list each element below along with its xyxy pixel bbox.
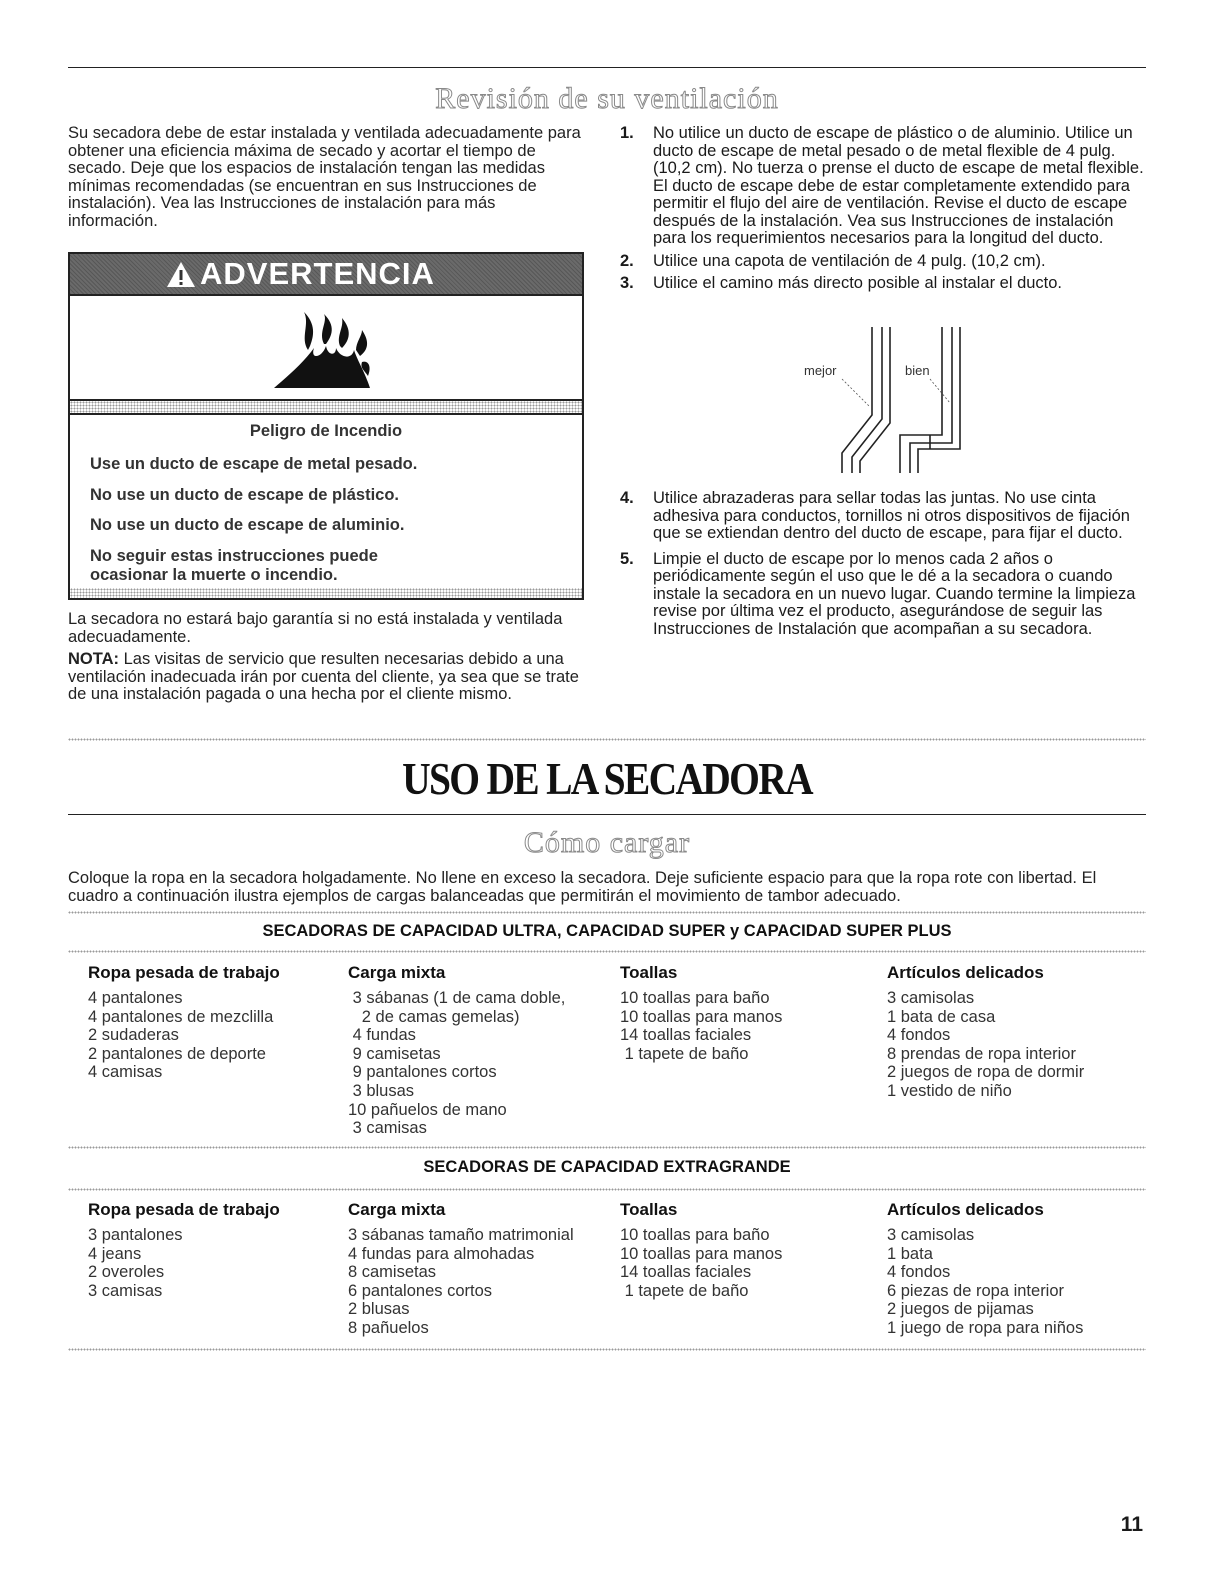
list-item: 3 pantalones [88,1226,183,1244]
list-item: 6 piezas de ropa interior [887,1281,1065,1300]
steps-list-bottom [620,490,1148,643]
step-item [620,551,1148,639]
loading-intro: Coloque la ropa en la secadora holgadamente. No llene en exceso la secadora. Deje suficiente espacio para que la ropa rote con libertad. El cuadro a continuación ilustra ejemplos de cargas balanceadas que permitirán el movimiento de tambor adecuado. [68,869,1097,905]
nota-label: NOTA: [68,650,120,668]
list-item: 3 blusas [348,1081,415,1100]
table1-column [348,963,565,1138]
column-header: Ropa pesada de trabajo [88,1200,280,1219]
step-number: 1. [620,124,634,142]
column-header: Artículos delicados [887,963,1044,982]
step-item [620,275,1148,293]
column-header: Carga mixta [348,1200,446,1219]
list-item: 2 juegos de pijamas [887,1300,1034,1319]
separator [68,1146,1146,1149]
separator [68,738,1146,741]
step-number: 4. [620,489,634,507]
separator [68,1188,1146,1191]
warning-line: No seguir estas instrucciones puede ocasionar la muerte o incendio. [90,547,378,584]
list-item: 4 fundas [348,1026,416,1045]
list-item: 3 camisas [88,1281,163,1300]
table2-column [348,1200,574,1338]
ventilation-section-title: Revisión de su ventilación [435,82,779,115]
top-rule [68,67,1146,68]
table2-column [88,1200,280,1300]
list-item: 2 overoles [88,1263,165,1282]
list-item: 8 camisetas [348,1263,437,1282]
step-text: Utilice abrazaderas para sellar todas las juntas. No use cinta adhesiva para conductos, tornillos ni otros dispositivos de fijación que se extiendan dentro del ducto de escape, para fijar el ducto. [653,489,1130,542]
list-item: 3 camisolas [887,989,975,1007]
list-item: 2 pantalones de deporte [88,1044,266,1063]
table2-column [620,1200,782,1300]
list-item: 1 bata de casa [887,1007,996,1026]
list-item: 4 fondos [887,1263,951,1282]
list-item: 10 toallas para manos [620,1244,783,1263]
list-item: 10 toallas para manos [620,1007,783,1026]
separator [68,950,1146,953]
column-header: Artículos delicados [887,1200,1044,1219]
list-item: 14 toallas faciales [620,1263,752,1282]
step-text: Utilice una capota de ventilación de 4 pulg. (10,2 cm). [653,251,1046,270]
list-item: 4 camisas [88,1063,163,1082]
list-item: 4 fundas para almohadas [348,1244,535,1263]
list-item: 2 de camas gemelas) [348,1007,520,1026]
list-item: 2 sudaderas [88,1026,179,1045]
list-item: 8 prendas de ropa interior [887,1044,1076,1063]
list-item: 3 sábanas (1 de cama doble, [348,989,566,1007]
title-rule [68,814,1146,815]
list-item: 10 pañuelos de mano [348,1100,507,1119]
step-number: 2. [620,251,634,270]
page-number: 11 [1120,1513,1143,1536]
warning-divider [70,294,582,296]
step-text: Utilice el camino más directo posible al instalar el ducto. [653,274,1063,292]
list-item: 2 blusas [348,1300,410,1319]
warning-line: No use un ducto de escape de plástico. [90,486,399,504]
nota-paragraph [68,651,588,704]
list-item: 14 toallas faciales [620,1026,752,1045]
step-number: 5. [620,549,634,568]
duct-diagram [790,323,1010,483]
warning-band [70,401,582,413]
diagram-label-best: mejor [804,363,837,378]
list-item: 9 camisetas [348,1044,441,1063]
list-item: 1 juego de ropa para niños [887,1318,1084,1337]
list-item: 6 pantalones cortos [348,1281,493,1300]
warning-line: No use un ducto de escape de aluminio. [90,516,405,534]
diagram-label-good: bien [905,363,930,378]
warning-heading: ADVERTENCIA [200,256,435,291]
list-item: 10 toallas para baño [620,989,770,1007]
step-text: Limpie el ducto de escape por lo menos cada 2 años o periódicamente según el uso que le dé a la secadora o cuando instale la secadora en un nuevo lugar. Cuando termine la limpieza revise por última vez el producto, asegurándose de seguir las Instrucciones de Instalación que acompañan a su secadora. [653,549,1136,638]
step-item [620,253,1148,271]
list-item: 1 tapete de baño [620,1281,749,1300]
list-item: 3 camisolas [887,1226,975,1244]
nota-text: Las visitas de servicio que resulten necesarias debido a una ventilación inadecuada irán por cuenta del cliente, ya sea que se trate de una instalación pagada o una hecha por el cliente mismo. [68,650,579,703]
ventilation-intro-text: Su secadora debe de estar instalada y ventilada adecuadamente para obtener una eficiencia máxima de secado y acortar el tiempo de secado. Deje que los espacios de instalación tengan las medidas mínimas recomendadas (se encuentran en sus Instrucciones de instalación). Vea las Instrucciones de instalación para más información. [68,124,581,230]
step-text: No utilice un ducto de escape de plástico o de aluminio. Utilice un ducto de escape de metal pesado o de metal flexible de 4 pulg. (10,2 cm). No tuerza o prense el ducto de escape de metal flexible. El ducto de escape debe de estar completamente extendido para permitir el flujo del aire de ventilación. Revise el ducto de escape después de la instalación. Vea sus Instrucciones de instalación para los requerimientos necesarios para la longitud del ducto. [653,124,1144,247]
warning-line-hazard: Peligro de Incendio [249,422,403,440]
column-header: Ropa pesada de trabajo [88,963,280,982]
warranty-note: La secadora no estará bajo garantía si no está instalada y ventilada adecuadamente. [68,610,563,646]
table1-column [620,963,782,1063]
warning-line: Use un ducto de escape de metal pesado. [90,455,418,473]
list-item: 10 toallas para baño [620,1226,770,1244]
column-header: Toallas [620,1200,678,1219]
list-item: 1 vestido de niño [887,1081,1012,1100]
table1-heading: SECADORAS DE CAPACIDAD ULTRA, CAPACIDAD SUPER y CAPACIDAD SUPER PLUS [262,922,952,940]
warning-triangle-icon [166,261,196,288]
list-item: 8 pañuelos [348,1318,429,1337]
warranty-section [68,611,588,709]
table2-heading: SECADORAS DE CAPACIDAD EXTRAGRANDE [423,1158,791,1176]
table1-column [88,963,280,1082]
list-item: 4 jeans [88,1244,142,1263]
step-item [620,125,1148,248]
separator [68,1348,1146,1351]
list-item: 2 juegos de ropa de dormir [887,1063,1085,1082]
loading-section-title: Cómo cargar [523,826,691,859]
list-item: 1 tapete de baño [620,1044,749,1063]
step-item [620,490,1148,543]
list-item: 3 sábanas tamaño matrimonial [348,1226,574,1244]
main-title: USO DE LA SECADORA [402,753,812,804]
table2-column [887,1200,1083,1338]
step-number: 3. [620,274,634,292]
warning-band [70,588,582,598]
list-item: 4 pantalones de mezclilla [88,1007,274,1026]
column-header: Toallas [620,963,678,982]
warning-header [70,254,582,294]
column-header: Carga mixta [348,963,446,982]
list-item: 3 camisas [348,1119,427,1138]
ventilation-intro [68,125,588,235]
fire-hazard-icon [270,310,380,390]
list-item: 4 fondos [887,1026,951,1045]
warning-box [68,252,584,600]
list-item: 4 pantalones [88,989,183,1007]
table1-column [887,963,1084,1101]
list-item: 9 pantalones cortos [348,1063,497,1082]
steps-list-top [620,125,1148,298]
warning-divider [70,413,582,415]
list-item: 1 bata [887,1244,933,1263]
separator [68,911,1146,914]
